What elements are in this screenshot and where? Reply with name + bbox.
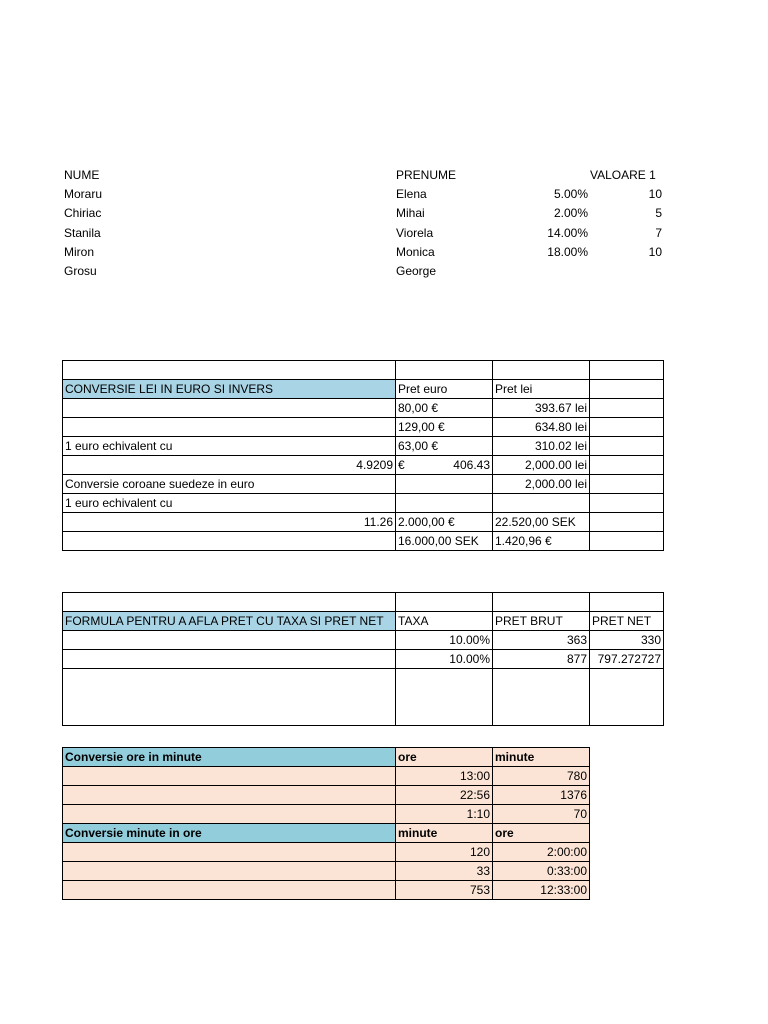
lei-cell: 2,000.00 lei (493, 456, 590, 475)
col-ore: ore (493, 824, 590, 843)
minute-cell: 70 (493, 805, 590, 824)
minute-cell: 1376 (493, 786, 590, 805)
nume-cell: Chiriac (64, 206, 102, 220)
table-row (63, 361, 664, 380)
ore-cell: 22:56 (396, 786, 493, 805)
ore-cell: 1:10 (396, 805, 493, 824)
lei-cell: 2,000.00 lei (493, 475, 590, 494)
header-nume: NUME (64, 168, 100, 182)
table-row (63, 513, 664, 532)
nume-cell: Moraru (64, 187, 103, 201)
nume-cell: Grosu (64, 264, 97, 278)
euro-symbol: € (398, 458, 405, 472)
table-row (63, 532, 664, 551)
euro-value: 406.43 (453, 458, 490, 472)
table-row (63, 650, 664, 669)
label-cell: 1 euro echivalent cu (63, 437, 396, 456)
ore-table (62, 747, 590, 900)
net-cell: 330 (590, 631, 664, 650)
net-cell: 797.272727 (590, 650, 664, 669)
col-pret-net: PRET NET (590, 612, 664, 631)
euro-cell: 63,00 € (396, 437, 493, 456)
label-cell: Conversie coroane suedeze in euro (63, 475, 396, 494)
percent-cell: 14.00% (547, 226, 588, 240)
taxa-cell: 10.00% (396, 631, 493, 650)
euro-cell (396, 456, 493, 475)
table-row (63, 669, 664, 726)
table-row (63, 843, 590, 862)
conversie-table (62, 360, 664, 551)
value-cell: 10 (648, 187, 662, 201)
nume-cell: Stanila (64, 226, 101, 240)
value-cell: 10 (648, 245, 662, 259)
table-row (63, 437, 664, 456)
table-row (63, 380, 664, 399)
rate-cell: 11.26 (63, 513, 396, 532)
table-row (63, 494, 664, 513)
label-cell: 1 euro echivalent cu (63, 494, 396, 513)
table-row (63, 805, 590, 824)
header-valoare: VALOARE 1 (590, 168, 656, 182)
table-row (63, 631, 664, 650)
table-row (63, 612, 664, 631)
table-row (63, 475, 664, 494)
formula-table (62, 592, 664, 726)
col-ore: ore (396, 748, 493, 767)
ore-cell: 12:33:00 (493, 881, 590, 900)
minute-cell: 120 (396, 843, 493, 862)
col-taxa: TAXA (396, 612, 493, 631)
table-row (63, 456, 664, 475)
col-minute: minute (396, 824, 493, 843)
percent-cell: 18.00% (547, 245, 588, 259)
ore-cell: 0:33:00 (493, 862, 590, 881)
conversie-title: CONVERSIE LEI IN EURO SI INVERS (63, 380, 396, 399)
table-row (63, 786, 590, 805)
col-pret-brut: PRET BRUT (493, 612, 590, 631)
value-cell: 5 (655, 206, 662, 220)
ore-cell: 13:00 (396, 767, 493, 786)
table-row (63, 862, 590, 881)
table-row (63, 399, 664, 418)
euro-cell: 80,00 € (396, 399, 493, 418)
col-pret-lei: Pret lei (493, 380, 590, 399)
nume-cell: Miron (64, 245, 95, 259)
lei-cell: 634.80 lei (493, 418, 590, 437)
lei-cell: 393.67 lei (493, 399, 590, 418)
euro-cell: 129,00 € (396, 418, 493, 437)
prenume-cell: Monica (396, 245, 435, 259)
table-row (63, 824, 590, 843)
taxa-cell: 10.00% (396, 650, 493, 669)
prenume-cell: Elena (396, 187, 427, 201)
sek-cell: 16.000,00 SEK (396, 532, 493, 551)
minute-cell: 780 (493, 767, 590, 786)
euro-cell: 1.420,96 € (493, 532, 590, 551)
minute-title: Conversie minute in ore (63, 824, 396, 843)
table-row (63, 418, 664, 437)
percent-cell: 2.00% (553, 206, 588, 220)
euro-cell: 2.000,00 € (396, 513, 493, 532)
sek-cell: 22.520,00 SEK (493, 513, 590, 532)
brut-cell: 363 (493, 631, 590, 650)
table-row (63, 748, 590, 767)
percent-cell: 5.00% (553, 187, 588, 201)
header-prenume: PRENUME (396, 168, 457, 182)
brut-cell: 877 (493, 650, 590, 669)
minute-cell: 753 (396, 881, 493, 900)
prenume-cell: George (396, 264, 437, 278)
ore-title: Conversie ore in minute (63, 748, 396, 767)
table-row (63, 881, 590, 900)
ore-cell: 2:00:00 (493, 843, 590, 862)
table-row (63, 593, 664, 612)
formula-title: FORMULA PENTRU A AFLA PRET CU TAXA SI PRET NET (63, 612, 396, 631)
col-minute: minute (493, 748, 590, 767)
table-row (63, 767, 590, 786)
rate-cell: 4.9209 (63, 456, 396, 475)
value-cell: 7 (655, 226, 662, 240)
col-pret-euro: Pret euro (396, 380, 493, 399)
minute-cell: 33 (396, 862, 493, 881)
prenume-cell: Mihai (396, 206, 425, 220)
prenume-cell: Viorela (396, 226, 434, 240)
lei-cell: 310.02 lei (493, 437, 590, 456)
